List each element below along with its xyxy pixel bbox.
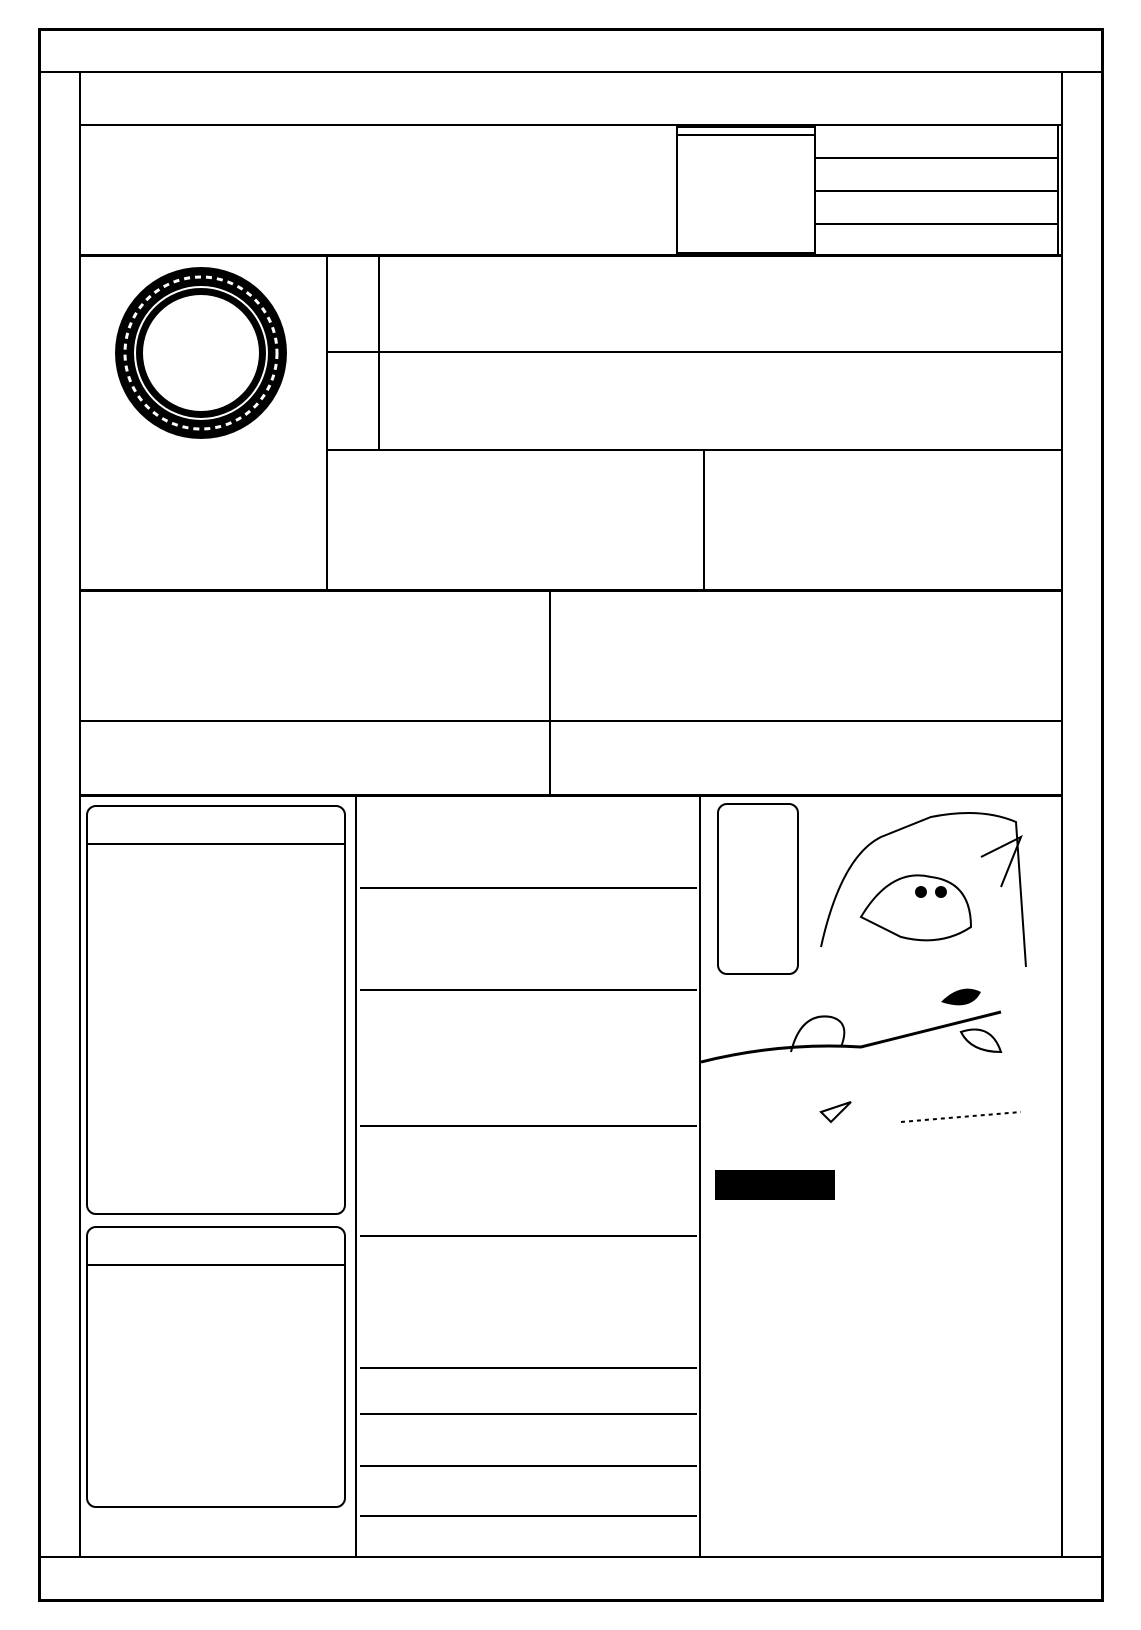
horse-poem — [328, 257, 1061, 353]
compass-wheel-icon — [81, 257, 326, 449]
mid-box-2 — [360, 891, 697, 991]
divider — [328, 449, 1061, 451]
horse-poem-label — [328, 257, 380, 351]
divider — [549, 592, 551, 720]
story-area — [705, 1160, 1055, 1550]
general-poem — [328, 353, 1061, 449]
compass-area — [81, 257, 326, 449]
general-poem-label — [328, 353, 380, 449]
ban-table — [676, 126, 816, 254]
divider — [549, 720, 551, 794]
snake-illustration-icon — [701, 972, 1031, 1147]
hao1-section — [84, 723, 548, 791]
tiger-illustration-icon — [801, 797, 1029, 969]
divider — [81, 720, 1061, 722]
east-section — [81, 126, 676, 254]
bamian-area — [701, 797, 1059, 1149]
story-tag — [715, 1170, 835, 1200]
zeng2-row — [360, 1417, 697, 1467]
xin-section — [712, 452, 1057, 588]
divider — [326, 449, 328, 590]
divider — [703, 449, 705, 590]
mahui-box — [86, 805, 346, 1215]
forecast-row — [360, 1371, 697, 1415]
mahui-title — [88, 807, 344, 845]
zeng-section — [335, 452, 700, 588]
side-panel — [816, 126, 1059, 254]
mid-box-3 — [360, 993, 697, 1127]
left-border-band — [41, 73, 81, 1556]
qian-body — [88, 1266, 344, 1270]
qian-title — [88, 1228, 344, 1266]
mid-box-1 — [360, 797, 697, 889]
mid-box-5 — [360, 1239, 697, 1369]
right-border-band — [1061, 73, 1101, 1556]
side-row — [816, 126, 1059, 159]
header-row — [83, 80, 1058, 122]
qian-box — [86, 1226, 346, 1508]
side-row — [816, 225, 1059, 256]
special-code — [84, 478, 326, 588]
cai-section — [560, 592, 1058, 718]
bottom-border-band — [41, 1556, 1101, 1598]
divider — [355, 794, 357, 1556]
side-row — [816, 192, 1059, 225]
huang-row — [360, 1469, 697, 1517]
mid-box-4 — [360, 1129, 697, 1237]
side-row — [816, 159, 1059, 192]
ban-title — [678, 128, 814, 136]
top-border-band — [41, 31, 1101, 73]
hao2-section — [560, 723, 1058, 791]
xiang-section — [84, 592, 548, 718]
bamian-title — [717, 803, 799, 975]
